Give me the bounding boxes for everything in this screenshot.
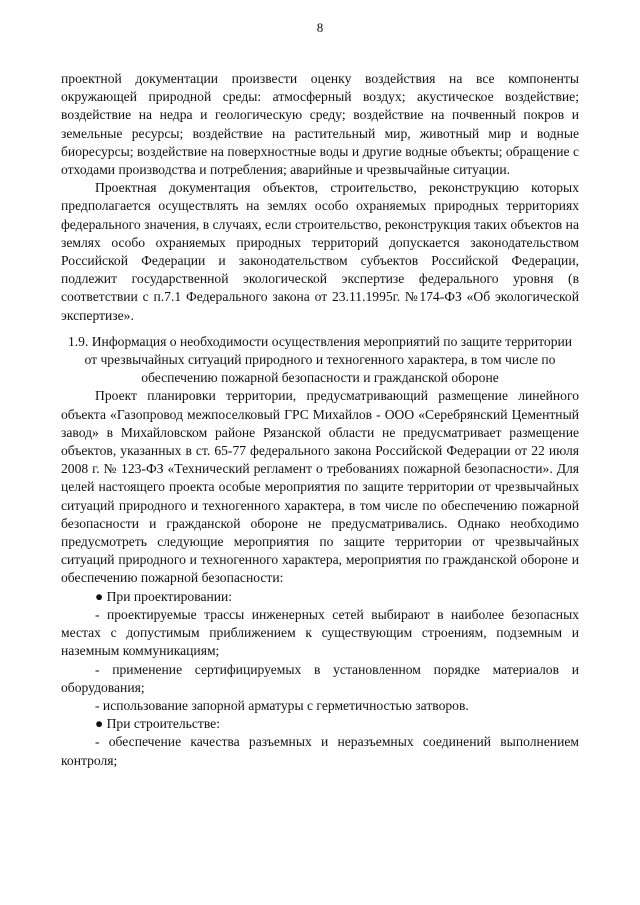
- list-item-routes: - проектируемые трассы инженерных сетей выбирают в наиболее безопасных местах с допустимым приближением к существующим строениям, подземным и наземным коммуникациям;: [61, 606, 579, 659]
- list-item-shutoff-valves: - использование запорной арматуры с герметичностью затворов.: [95, 697, 469, 713]
- document-body: [61, 70, 579, 770]
- list-item-certified-materials: - применение сертифицируемых в установленном порядке материалов и оборудования;: [61, 661, 579, 695]
- bullet-design-stage: ● При проектировании:: [95, 588, 233, 604]
- list-item-joint-quality: - обеспечение качества разъемных и неразъемных соединений выполнением контроля;: [61, 734, 579, 768]
- section-heading: 1.9. Информация о необходимости осуществления мероприятий по защите территории от чрезвычайных ситуаций природного и техногенного характера, в том числе по обеспечению пожарной безопасности и гражданской обороне: [67, 333, 573, 386]
- paragraph-project-measures: Проект планировки территории, предусматривающий размещение линейного объекта «Газопровод межпоселковый ГРС Михайлов - ООО «Серебрянский Цементный завод» в Михайловском районе Рязанской области не предусматривает размещение объектов, указанных в ст. 65-77 федерального закона Российской Федерации от 22 июля 2008 г. № 123-ФЗ «Технический регламент о требованиях пожарной безопасности». Для целей настоящего проекта особые мероприятия по защите территории от чрезвычайных ситуаций природного и техногенного характера, в том числе по обеспечению пожарной безопасности и гражданской обороне не предусматривались. Однако необходимо предусмотреть следующие мероприятия по защите территории от чрезвычайных ситуаций природного и техногенного характера, мероприятия по гражданской обороне и обеспечению пожарной безопасности:: [61, 388, 579, 586]
- bullet-construction-stage: ● При строительстве:: [95, 716, 220, 732]
- paragraph-expertise: Проектная документация объектов, строительство, реконструкцию которых предполагается осуществлять на землях особо охраняемых природных территориях федерального значения, в случаях, если строительство, реконструкция таких объектов на землях особо охраняемых природных территорий допускается законодательством Российской Федерации и законодательством субъектов Российской Федерации, подлежит государственной экологической экспертизе федерального уровня (в соответствии с п.7.1 Федерального закона от 23.11.1995г. №174-ФЗ «Об экологической экспертизе».: [61, 180, 579, 323]
- page-number: 8: [316, 20, 324, 35]
- paragraph-environmental-impact: проектной документации произвести оценку воздействия на все компоненты окружающей природной среды: атмосферный воздух; акустическое воздействие; воздействие на недра и геологическую среду; воздействие на почвенный покров и земельные ресурсы; воздействие на растительный мир, животный мир и водные биоресурсы; воздействие на поверхностные воды и другие водные объекты; обращение с отходами производства и потребления; аварийные и чрезвычайные ситуации.: [61, 71, 579, 178]
